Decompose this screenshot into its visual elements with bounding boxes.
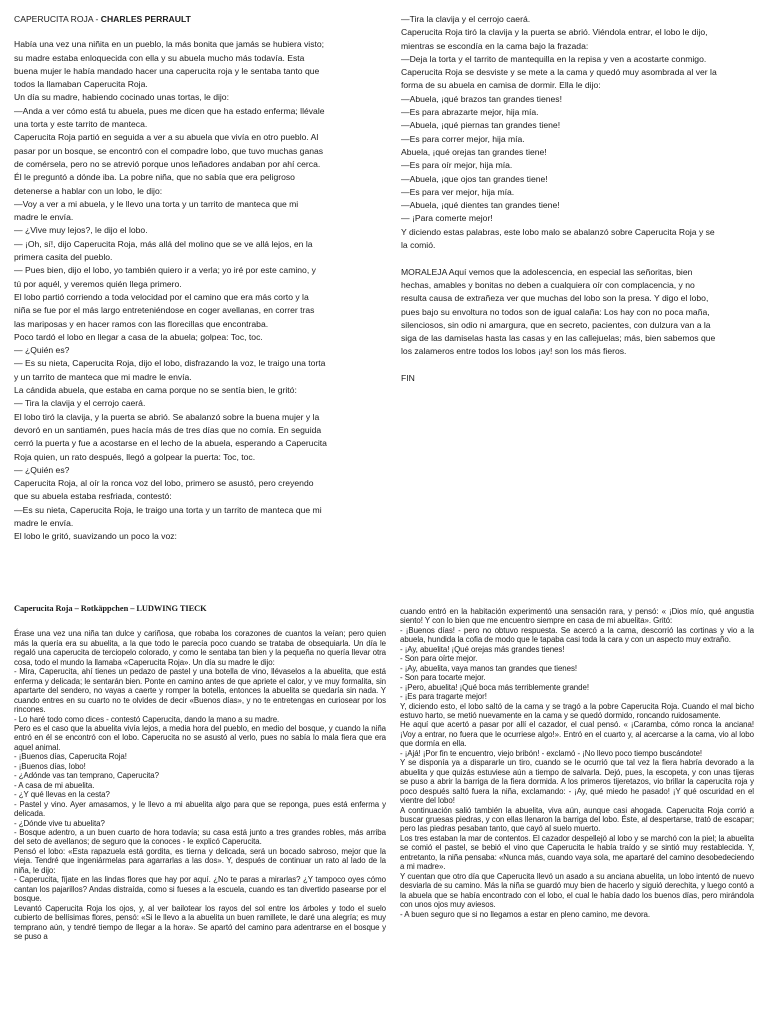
text-line: niña se fue por el más largo entreteniéndose en coger avellanas, en correr tras — [14, 305, 315, 316]
text-line: — ¡Para comerte mejor! — [401, 213, 493, 224]
text-line: —Abuela, ¡qué piernas tan grandes tiene! — [401, 120, 561, 131]
text-line: mientras se escondía en la cama bajo la frazada: — [401, 40, 589, 51]
paragraph: Levantó Caperucita Roja los ojos, y, al ver bailotear los rayos del sol entre los árboles y todo el suelo cubierto de bellísimas flores, pensó: «Si le llevo a la abuelita un buen ramillete, le daré una alegría; es muy temprano aún, y tendré tiempo de llegar a la hora». Se apartó del camino para adentrarse en el bosque y se puso a — [14, 903, 386, 941]
text-line: la comió. — [401, 240, 436, 251]
text-line: Y diciendo estas palabras, este lobo malo se abalanzó sobre Caperucita Roja y se — [401, 226, 715, 237]
text-line: que su abuela estaba resfriada, contestó: — [14, 491, 172, 502]
text-line: los zalameros entre todos los lobos ¡ay! son los más fieros. — [401, 346, 627, 357]
paragraph: - ¡Buenos días, lobo! — [14, 761, 86, 771]
perrault-right-column — [401, 13, 757, 413]
text-line: Él le preguntó a dónde iba. La pobre niña, que no sabía que era peligroso — [14, 172, 295, 183]
paragraph: Pensó el lobo: «Esta rapazuela está gordita, es tierna y delicada, será un bocado sabroso, mejor que la vieja. Tendré que ingeniármelas para agarrarlas a las dos». Y, después de continuar un rato al lado de la niña, le dijo: — [14, 846, 386, 875]
text-line: Poco tardó el lobo en llegar a casa de la abuela; golpea: Toc, toc. — [14, 331, 263, 342]
tieck-left-column — [14, 604, 386, 1022]
tieck-page — [0, 590, 768, 1024]
paragraph: - Pastel y vino. Ayer amasamos, y le llevo a mi abuelita algo para que se reponga, pues está enferma y delicada. — [14, 799, 386, 819]
text-line: buena mujer le había mandado hacer una caperucita roja y le sentaba tanto que — [14, 65, 320, 76]
paragraph: - Lo haré todo como dices - contestó Caperucita, dando la mano a su madre. — [14, 714, 280, 724]
text-line: tú por aquél, y veremos quién llega primero. — [14, 278, 182, 289]
text-line: Había una vez una niñita en un pueblo, la más bonita que jamás se hubiera visto; — [14, 39, 325, 50]
text-line: hechas, amables y bonitas no deben a cualquiera oír con complacencia, y no — [401, 279, 695, 290]
paragraph: Érase una vez una niña tan dulce y cariñosa, que robaba los corazones de cuantos la veían; pero quien más la quería era su abuelita, a la que todo le parecía poco cuando se trataba de obsequiarla. Un día le regaló una caperucita de terciopelo colorado, y como le sentaba tan bien y la pequeña no quería llevar otra cosa, todo el mundo la llamaba «Caperucita Roja». Un día su madre le dijo: — [14, 629, 386, 667]
text-line: — ¡Oh, sí!, dijo Caperucita Roja, más allá del molino que se ve allá lejos, en la — [14, 238, 313, 249]
text-line: —Es su nieta, Caperucita Roja, le traigo una torta y un tarrito de manteca que mi — [14, 504, 322, 515]
text-line: Caperucita Roja tiró la clavija y la puerta se abrió. Viéndola entrar, el lobo le dijo, — [401, 27, 708, 38]
paragraph: Y se disponía ya a dispararle un tiro, cuando se le ocurrió que tal vez la fiera habría devorado a la abuelita y que quizás estuviese aún a tiempo de salvarla. Dejó, pues, la escopeta, y con unas tijeras se puso a abrir la barriga de la fiera dormida. A los primeros tijeretazos, vio brillar la caperucita roja y poco después saltó fuera la niña, exclamando: - ¡Ay, qué miedo he pasado! ¡Y qué oscuridad en el vientre del lobo! — [400, 758, 754, 806]
text-line: — ¿Quién es? — [14, 345, 70, 356]
text-line — [401, 252, 757, 265]
text-line: FIN — [401, 373, 415, 384]
text-line: primera casita del pueblo. — [14, 252, 113, 263]
paragraph: - ¡Ay, abuelita! ¡Qué orejas más grandes tienes! — [400, 644, 565, 654]
text-line: —Deja la torta y el tarrito de mantequilla en la repisa y ven a acostarte conmigo. — [401, 53, 707, 64]
paragraph: - ¡Pero, abuelita! ¡Qué boca más terriblemente grande! — [400, 682, 589, 692]
paragraph: cuando entró en la habitación experimentó una sensación rara, y pensó: « ¡Dios mío, qué angustia siento! Y con lo bien que me encuentro siempre en casa de mi abuelita». Gritó: — [400, 607, 754, 626]
perrault-right-text — [401, 13, 757, 385]
text-line: devoró en un santiamén, pues hacía más de tres días que no comía. En seguida — [14, 424, 322, 435]
text-line: —Abuela, ¡qué dientes tan grandes tiene! — [401, 200, 560, 211]
paragraph: Pero es el caso que la abuelita vivía lejos, a media hora del pueblo, en medio del bosque, y cuando la niña entró en él se encontró con el lobo. Caperucita no se asustó al verlo, pues no sabía lo mala fiera que era aquel animal. — [14, 723, 386, 752]
text-line: siga de las damiselas hasta las casas y en las callejuelas; más, bien sabemos que — [401, 333, 716, 344]
text-line: Caperucita Roja partió en seguida a ver a su abuela que vivía en otro pueblo. Al — [14, 132, 319, 143]
paragraph: - Caperucita, fíjate en las lindas flores que hay por aquí. ¿No te paras a mirarlas? ¿Y tampoco oyes cómo cantan los pajarillos? Andas distraída, como si fueses a la escuela, cuando es tan divertido pasearse por el bosque. — [14, 875, 386, 904]
perrault-left-column — [14, 13, 367, 588]
text-line: El lobo partió corriendo a toda velocidad por el camino que era más corto y la — [14, 291, 309, 302]
paragraph: Los tres estaban la mar de contentos. El cazador despellejó al lobo y se marchó con la piel; la abuelita se comió el pastel, se bebió el vino que Caperucita le había traído y se sintió muy restablecida. Y, entretanto, la niña pensaba: «Nunca más, cuando vaya sola, me apartaré del camino desobedeciendo a mi madre». — [400, 833, 754, 872]
paragraph: Y cuentan que otro día que Caperucita llevó un asado a su anciana abuelita, un lobo intentó de nuevo desviarla de su camino. Más la niña se guardó muy bien de hacerlo y siguió derechita, y luego contó a la abuela que se había encontrado con el lobo, el cual le había dado los buenos días, pero mirándola con unos ojos muy aviesos. — [400, 871, 754, 910]
text-line: —Abuela, ¡qué brazos tan grandes tienes! — [401, 93, 562, 104]
paragraph: - ¡Es para tragarte mejor! — [400, 692, 487, 702]
text-line: las mariposas y en hacer ramos con las florecillas que encontraba. — [14, 318, 269, 329]
paragraph: - ¡Ajá! ¡Por fin te encuentro, viejo bribón! - exclamó - ¡No llevo poco tiempo buscándote! — [400, 748, 703, 758]
paragraph: A continuación salió también la abuelita, viva aún, aunque casi ahogada. Caperucita Roja corrió a buscar gruesas piedras, y con ellas llenaron la barriga del lobo. Éste, al despertarse, trató de escapar; pero las piedras pesaban tanto, que cayó al suelo muerto. — [400, 805, 754, 834]
paragraph: - Mira, Caperucita, ahí tienes un pedazo de pastel y una botella de vino, llévaselos a la abuelita, que está enferma y delicada; le sentarán bien. Ponte en camino antes de que apriete el calor, y ve muy formalita, sin apartarte del sendero, no vayas a caerte y romper la botella, entonces la abuelita se quedaría sin nada. Y cuando entres en su cuarto no te olvides de decir «Buenos días», y no te entretengas en curiosear por los rincones. — [14, 667, 386, 715]
text-line: resulta causa de extrañeza ver que muchas del lobo son la presa. Y digo el lobo, — [401, 293, 709, 304]
text-line: —Es para abrazarte mejor, hija mía. — [401, 107, 539, 118]
tieck-left-text — [14, 629, 386, 941]
text-line — [401, 359, 757, 372]
text-line: de comérsela, pero no se atrevió porque unos leñadores andaban por ahí cerca. — [14, 158, 321, 169]
paragraph: Y, diciendo esto, el lobo saltó de la cama y se tragó a la pobre Caperucita Roja. Cuando el mal bicho estuvo harto, se metió nuevamente en la cama y se quedó dormido, roncando ruidosamente. — [400, 701, 754, 720]
text-line: pasar por un bosque, se encontró con el compadre lobo, que tuvo muchas ganas — [14, 145, 324, 156]
text-line: —Es para oír mejor, hija mía. — [401, 160, 513, 171]
text-line: — Es su nieta, Caperucita Roja, dijo el lobo, disfrazando la voz, le traigo una torta — [14, 358, 326, 369]
perrault-left-text — [14, 38, 367, 543]
text-line: El lobo le gritó, suavizando un poco la voz: — [14, 531, 177, 542]
text-line: — Pues bien, dijo el lobo, yo también quiero ir a verla; yo iré por este camino, y — [14, 265, 316, 276]
text-line: La cándida abuela, que estaba en cama porque no se sentía bien, le gritó: — [14, 385, 297, 396]
tieck-right-column — [400, 607, 754, 1022]
perrault-title-author: CHARLES PERRAULT — [100, 14, 191, 24]
text-line: silenciosos, sin odio ni amargura, que en secreto, pacientes, con dulzura van a la — [401, 319, 711, 330]
text-line: —Voy a ver a mi abuela, y le llevo una torta y un tarrito de manteca que mi — [14, 198, 299, 209]
paragraph: - A buen seguro que si no llegamos a estar en pleno camino, me devora. — [400, 909, 651, 919]
text-line: Abuela, ¡qué orejas tan grandes tiene! — [401, 146, 547, 157]
text-line: —Anda a ver cómo está tu abuela, pues me dicen que ha estado enferma; llévale — [14, 105, 325, 116]
paragraph: - ¿Dónde vive tu abuelita? — [14, 818, 105, 828]
paragraph: - Son para tocarte mejor. — [400, 673, 486, 683]
paragraph: - A casa de mi abuelita. — [14, 780, 95, 790]
text-line: MORALEJA Aquí vemos que la adolescencia, en especial las señoritas, bien — [401, 266, 693, 277]
text-line: una torta y este tarrito de manteca. — [14, 119, 148, 130]
paragraph: - ¡Buenos días! - pero no obtuvo respuesta. Se acercó a la cama, descorrió las cortinas y vio a la abuela, hundida la cofia de modo que le tapaba casi toda la cara y con un aspecto muy extraño. — [400, 625, 754, 645]
tieck-title: Caperucita Roja – Rotkäppchen – LUDWING TIECK — [14, 604, 207, 613]
paragraph: - Bosque adentro, a un buen cuarto de hora todavía; su casa está junto a tres grandes robles, más arriba del seto de avellanos; de seguro que la conoces - le explicó Caperucita. — [14, 827, 386, 847]
text-line: — ¿Vive muy lejos?, le dijo el lobo. — [14, 225, 148, 236]
text-line: detenerse a hablar con un lobo, le dijo: — [14, 185, 163, 196]
text-line: —Es para ver mejor, hija mía. — [401, 186, 515, 197]
text-line: Roja quien, un rato después, llegó a golpear la puerta: Toc, toc. — [14, 451, 256, 462]
paragraph: - ¿Y qué llevas en la cesta? — [14, 790, 110, 800]
text-line: todos la llamaban Caperucita Roja. — [14, 79, 148, 90]
text-line: pues bajo su envoltura no todos son de igual calaña: Los hay con no poca maña, — [401, 306, 710, 317]
tieck-right-text — [400, 607, 754, 919]
perrault-title — [14, 13, 367, 26]
text-line: madre le envía. — [14, 517, 74, 528]
paragraph: - ¿Adónde vas tan temprano, Caperucita? — [14, 771, 159, 781]
text-line: —Abuela, ¡que ojos tan grandes tiene! — [401, 173, 548, 184]
text-line: — ¿Quién es? — [14, 464, 70, 475]
text-line: madre le envía. — [14, 212, 74, 223]
text-line: Caperucita Roja se desviste y se mete a la cama y quedó muy asombrada al ver la — [401, 67, 717, 78]
paragraph: - ¡Buenos días, Caperucita Roja! — [14, 752, 127, 762]
perrault-title-text: CAPERUCITA ROJA - — [14, 14, 101, 24]
text-line: —Tira la clavija y el cerrojo caerá. — [401, 14, 531, 24]
text-line: Un día su madre, habiendo cocinado unas tortas, le dijo: — [14, 92, 229, 103]
text-line: — Tira la clavija y el cerrojo caerá. — [14, 398, 146, 409]
text-line: y un tarrito de manteca que mi madre le envía. — [14, 371, 192, 382]
text-line: —Es para correr mejor, hija mía. — [401, 133, 525, 144]
text-line: El lobo tiró la clavija, y la puerta se abrió. Se abalanzó sobre la buena mujer y la — [14, 411, 320, 422]
paragraph: He aquí que acertó a pasar por allí el cazador, el cual pensó. « ¡Caramba, cómo ronca la anciana! ¡Voy a entrar, no fuera que le ocurriese algo!». Entró en el cuarto y, al acercarse a la cama, vio al lobo que dormía en ella. — [400, 720, 754, 749]
paragraph: - Son para oírte mejor. — [400, 654, 478, 664]
text-line: su madre estaba enloquecida con ella y su abuela mucho más todavía. Esta — [14, 52, 305, 63]
text-line: Caperucita Roja, al oír la ronca voz del lobo, primero se asustó, pero creyendo — [14, 478, 314, 489]
text-line: cerró la puerta y fue a acostarse en el lecho de la abuela, esperando a Caperucita — [14, 438, 327, 449]
paragraph: - ¡Ay, abuelita, vaya manos tan grandes que tienes! — [400, 663, 577, 673]
text-line: forma de su abuela en camisa de dormir. Ella le dijo: — [401, 80, 601, 91]
